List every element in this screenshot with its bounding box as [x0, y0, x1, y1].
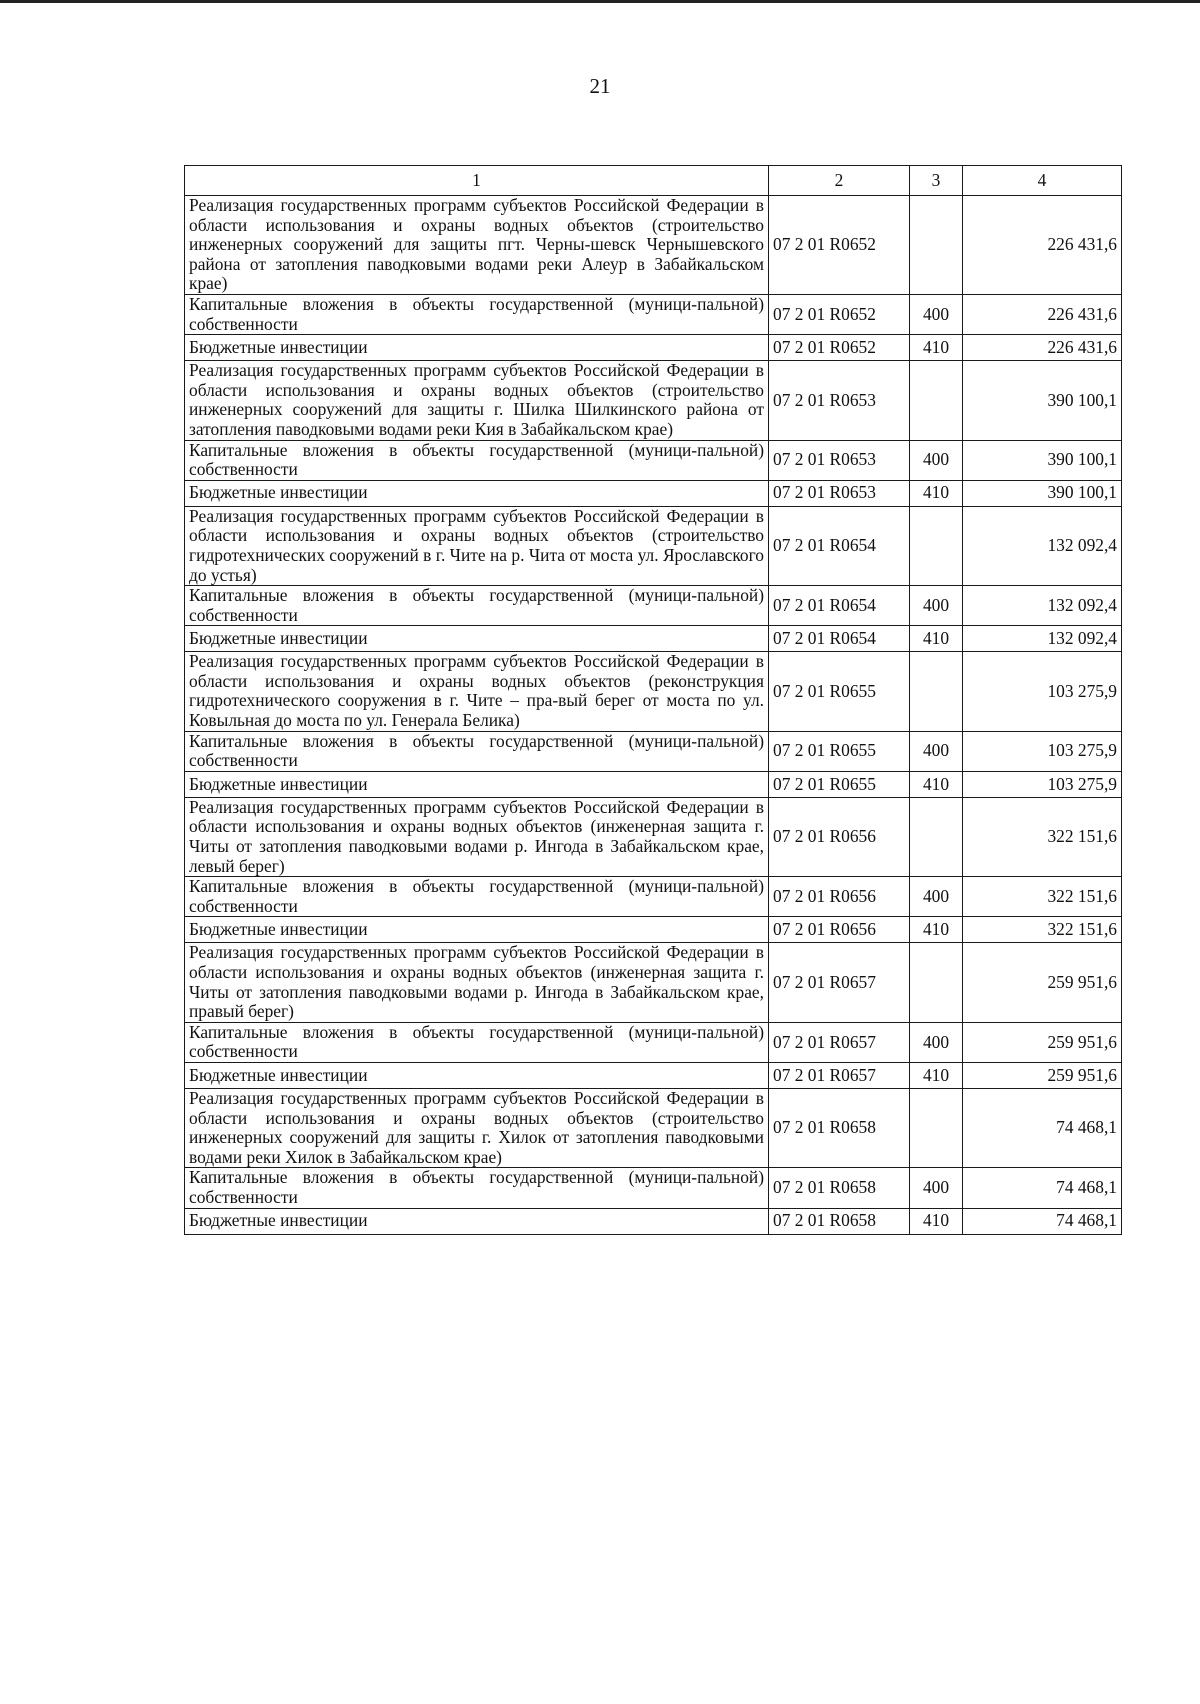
row-amount-cell: 103 275,9	[963, 731, 1122, 771]
row-type-cell: 410	[910, 480, 963, 506]
table-body	[185, 196, 1122, 1235]
row-code-cell: 07 2 01 R0653	[769, 440, 910, 480]
table-row	[185, 506, 1122, 585]
table-row	[185, 1062, 1122, 1088]
header-row	[185, 166, 1122, 196]
table-row	[185, 731, 1122, 771]
row-amount-cell: 132 092,4	[963, 506, 1122, 585]
row-name-cell: Реализация государственных программ субъектов Российской Федерации в области использования и охраны водных объектов (инженерная защита г. Читы от затопления паводковыми водами р. Ингода в Забайкальском крае, левый берег)	[185, 797, 769, 876]
row-type-cell: 410	[910, 917, 963, 943]
table-row	[185, 1022, 1122, 1062]
row-type-cell	[910, 506, 963, 585]
row-type-cell: 410	[910, 1062, 963, 1088]
table-row	[185, 917, 1122, 943]
row-code-cell: 07 2 01 R0653	[769, 361, 910, 440]
table-row	[185, 771, 1122, 797]
row-name-cell: Бюджетные инвестиции	[185, 1208, 769, 1234]
table-row	[185, 626, 1122, 652]
row-type-cell: 400	[910, 1168, 963, 1208]
row-code-cell: 07 2 01 R0657	[769, 943, 910, 1022]
row-type-cell	[910, 943, 963, 1022]
row-amount-cell: 74 468,1	[963, 1088, 1122, 1167]
row-name-cell: Бюджетные инвестиции	[185, 335, 769, 361]
header-col-3: 3	[910, 166, 963, 196]
row-code-cell: 07 2 01 R0657	[769, 1062, 910, 1088]
row-name-cell: Бюджетные инвестиции	[185, 480, 769, 506]
table-row	[185, 943, 1122, 1022]
row-amount-cell: 74 468,1	[963, 1168, 1122, 1208]
header-col-2: 2	[769, 166, 910, 196]
row-amount-cell: 103 275,9	[963, 652, 1122, 731]
header-col-1: 1	[185, 166, 769, 196]
row-name-cell: Бюджетные инвестиции	[185, 1062, 769, 1088]
row-name-cell: Бюджетные инвестиции	[185, 626, 769, 652]
row-code-cell: 07 2 01 R0655	[769, 652, 910, 731]
row-name-cell: Капитальные вложения в объекты государственной (муници-пальной) собственности	[185, 586, 769, 626]
row-code-cell: 07 2 01 R0653	[769, 480, 910, 506]
table-row	[185, 586, 1122, 626]
row-type-cell: 410	[910, 771, 963, 797]
row-code-cell: 07 2 01 R0654	[769, 586, 910, 626]
row-amount-cell: 259 951,6	[963, 943, 1122, 1022]
table-row	[185, 440, 1122, 480]
row-code-cell: 07 2 01 R0657	[769, 1022, 910, 1062]
row-name-cell: Реализация государственных программ субъектов Российской Федерации в области использования и охраны водных объектов (строительство инженерных сооружений для защиты г. Шилка Шилкинского района от затопления паводковыми водами реки Кия в Забайкальском крае)	[185, 361, 769, 440]
row-amount-cell: 226 431,6	[963, 335, 1122, 361]
row-amount-cell: 390 100,1	[963, 440, 1122, 480]
row-type-cell	[910, 652, 963, 731]
row-name-cell: Капитальные вложения в объекты государственной (муници-пальной) собственности	[185, 440, 769, 480]
row-type-cell	[910, 196, 963, 295]
row-type-cell: 400	[910, 877, 963, 917]
row-name-cell: Капитальные вложения в объекты государственной (муници-пальной) собственности	[185, 1168, 769, 1208]
row-type-cell: 400	[910, 731, 963, 771]
table-row	[185, 1208, 1122, 1234]
table-row	[185, 1088, 1122, 1167]
row-amount-cell: 103 275,9	[963, 771, 1122, 797]
row-code-cell: 07 2 01 R0655	[769, 771, 910, 797]
row-amount-cell: 390 100,1	[963, 480, 1122, 506]
row-code-cell: 07 2 01 R0655	[769, 731, 910, 771]
row-type-cell: 400	[910, 1022, 963, 1062]
table-row	[185, 652, 1122, 731]
budget-table	[184, 165, 1122, 1235]
row-name-cell: Капитальные вложения в объекты государственной (муници-пальной) собственности	[185, 877, 769, 917]
row-code-cell: 07 2 01 R0658	[769, 1088, 910, 1167]
row-name-cell: Реализация государственных программ субъектов Российской Федерации в области использования и охраны водных объектов (строительство инженерных сооружений для защиты г. Хилок от затопления паводковыми водами реки Хилок в Забайкальском крае)	[185, 1088, 769, 1167]
page-number: 21	[589, 74, 611, 98]
row-code-cell: 07 2 01 R0654	[769, 506, 910, 585]
row-name-cell: Бюджетные инвестиции	[185, 917, 769, 943]
row-name-cell: Бюджетные инвестиции	[185, 771, 769, 797]
row-name-cell: Реализация государственных программ субъектов Российской Федерации в области использования и охраны водных объектов (строительство гидротехнических сооружений в г. Чите на р. Чита от моста ул. Ярославского до устья)	[185, 506, 769, 585]
row-amount-cell: 226 431,6	[963, 294, 1122, 334]
row-amount-cell: 322 151,6	[963, 877, 1122, 917]
row-type-cell: 410	[910, 335, 963, 361]
row-amount-cell: 74 468,1	[963, 1208, 1122, 1234]
row-name-cell: Капитальные вложения в объекты государственной (муници-пальной) собственности	[185, 294, 769, 334]
table-row	[185, 361, 1122, 440]
top-border-line	[0, 0, 1200, 3]
row-amount-cell: 132 092,4	[963, 626, 1122, 652]
row-type-cell: 400	[910, 294, 963, 334]
row-code-cell: 07 2 01 R0652	[769, 196, 910, 295]
table-row	[185, 196, 1122, 295]
table-row	[185, 797, 1122, 876]
row-type-cell: 400	[910, 586, 963, 626]
row-code-cell: 07 2 01 R0658	[769, 1168, 910, 1208]
row-amount-cell: 259 951,6	[963, 1062, 1122, 1088]
row-type-cell	[910, 797, 963, 876]
row-name-cell: Реализация государственных программ субъектов Российской Федерации в области использования и охраны водных объектов (реконструкция гидротехнического сооружения в г. Чите – пра-вый берег от моста по ул. Ковыльная до моста по ул. Генерала Белика)	[185, 652, 769, 731]
row-name-cell: Реализация государственных программ субъектов Российской Федерации в области использования и охраны водных объектов (строительство инженерных сооружений для защиты пгт. Черны-шевск Чернышевского района от затопления паводковыми водами реки Алеур в Забайкальском крае)	[185, 196, 769, 295]
row-amount-cell: 226 431,6	[963, 196, 1122, 295]
table-row	[185, 877, 1122, 917]
row-code-cell: 07 2 01 R0658	[769, 1208, 910, 1234]
table-row	[185, 480, 1122, 506]
row-type-cell	[910, 1088, 963, 1167]
row-amount-cell: 132 092,4	[963, 586, 1122, 626]
row-code-cell: 07 2 01 R0654	[769, 626, 910, 652]
row-amount-cell: 390 100,1	[963, 361, 1122, 440]
row-code-cell: 07 2 01 R0652	[769, 335, 910, 361]
row-type-cell: 400	[910, 440, 963, 480]
row-name-cell: Капитальные вложения в объекты государственной (муници-пальной) собственности	[185, 1022, 769, 1062]
row-code-cell: 07 2 01 R0656	[769, 877, 910, 917]
table-row	[185, 294, 1122, 334]
row-name-cell: Капитальные вложения в объекты государственной (муници-пальной) собственности	[185, 731, 769, 771]
row-code-cell: 07 2 01 R0656	[769, 917, 910, 943]
row-code-cell: 07 2 01 R0652	[769, 294, 910, 334]
row-type-cell: 410	[910, 626, 963, 652]
row-amount-cell: 322 151,6	[963, 797, 1122, 876]
row-name-cell: Реализация государственных программ субъектов Российской Федерации в области использования и охраны водных объектов (инженерная защита г. Читы от затопления паводковыми водами р. Ингода в Забайкальском крае, правый берег)	[185, 943, 769, 1022]
header-col-4: 4	[963, 166, 1122, 196]
row-amount-cell: 259 951,6	[963, 1022, 1122, 1062]
table-row	[185, 335, 1122, 361]
table-row	[185, 1168, 1122, 1208]
row-code-cell: 07 2 01 R0656	[769, 797, 910, 876]
row-type-cell: 410	[910, 1208, 963, 1234]
row-amount-cell: 322 151,6	[963, 917, 1122, 943]
row-type-cell	[910, 361, 963, 440]
table-header	[185, 166, 1122, 196]
